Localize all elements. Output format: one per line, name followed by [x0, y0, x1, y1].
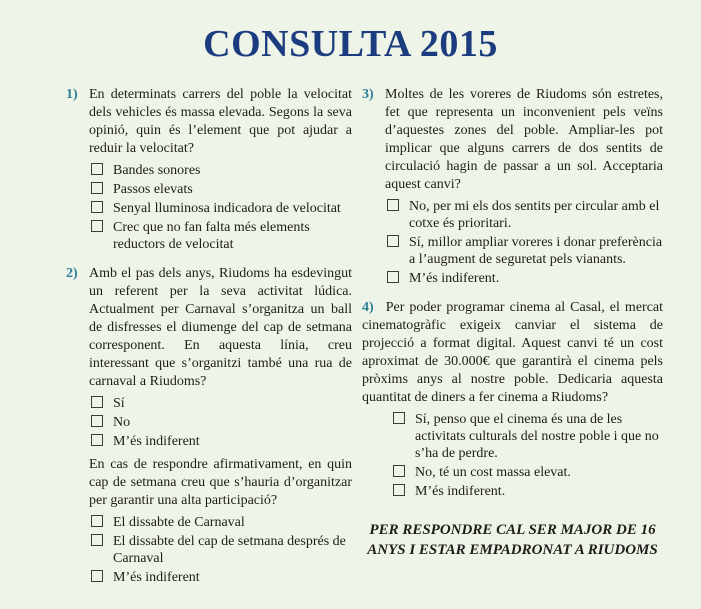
question-3-text: [362, 86, 663, 194]
checkbox-option[interactable]: [91, 433, 352, 450]
option-label: Bandes sonores: [113, 163, 201, 178]
checkbox-option[interactable]: [91, 395, 352, 412]
question-4-text: [362, 299, 663, 407]
checkbox-icon[interactable]: [91, 201, 103, 213]
checkbox-option[interactable]: [91, 162, 352, 179]
question-2-followup-text: En cas de respondre afirmativament, en quin cap de setmana creu que s’hauria d’organitzar per garantir una alta participació?: [89, 457, 352, 508]
option-label: M’és indiferent: [113, 570, 200, 585]
checkbox-icon[interactable]: [393, 465, 405, 477]
left-column: [66, 86, 352, 598]
checkbox-icon[interactable]: [393, 484, 405, 496]
checkbox-option[interactable]: [393, 483, 663, 500]
option-label: El dissabte de Carnaval: [113, 515, 245, 530]
checkbox-icon[interactable]: [91, 163, 103, 175]
question-2-number: 2): [66, 266, 78, 281]
question-2: [66, 265, 352, 586]
option-label: El dissabte del cap de setmana després de Carnaval: [113, 534, 346, 566]
checkbox-option[interactable]: [91, 414, 352, 431]
question-1-options: [91, 162, 352, 253]
question-3-body: Moltes de les voreres de Riudoms són estretes, fet que representa un inconvenient pels veïns d’aquestes zones del poble. Ampliar-les pot implicar que alguns carrers de dos sentits de circulació hagin de passar a un sol. Acceptaria aquest canvi?: [385, 87, 663, 192]
question-3: [362, 86, 663, 287]
checkbox-icon[interactable]: [387, 271, 399, 283]
eligibility-note-line1: PER RESPONDRE CAL SER MAJOR DE 16: [369, 522, 656, 538]
question-4-body: Per poder programar cinema al Casal, el mercat cinematogràfic exigeix canviar el sistema de projecció a format digital. Aquest canvi té un cost aproximat de 30.000€ que garantirà el cinema pels pròxims anys al nostre poble. Dedicaria aquesta quantitat de diners a fer cinema a Riudoms?: [362, 300, 664, 405]
question-2-body: Amb el pas dels anys, Riudoms ha esdevingut un referent per la seva activitat lúdica. Actualment per Carnaval s’organitza un ball de disfresses el diumenge del cap de setmana corresponent. En aquesta línia, creu interessant que s’organitzi també una rua de carnaval a Riudoms?: [89, 266, 352, 389]
checkbox-option[interactable]: [387, 270, 663, 287]
option-label: No, per mi els dos sentits per circular amb el cotxe és prioritari.: [409, 199, 660, 231]
checkbox-icon[interactable]: [91, 396, 103, 408]
question-4-number: 4): [362, 300, 374, 315]
question-1-number: 1): [66, 87, 78, 102]
checkbox-option[interactable]: [91, 200, 352, 217]
eligibility-note: [362, 520, 663, 560]
checkbox-icon[interactable]: [91, 434, 103, 446]
checkbox-option[interactable]: [91, 533, 352, 567]
checkbox-option[interactable]: [91, 569, 352, 586]
option-label: Sí, penso que el cinema és una de les activitats culturals del nostre poble i que no s’ha de perdre.: [415, 412, 659, 461]
checkbox-icon[interactable]: [393, 412, 405, 424]
question-1: [66, 86, 352, 253]
checkbox-option[interactable]: [387, 234, 663, 268]
question-2-text: [66, 265, 352, 391]
checkbox-option[interactable]: [91, 181, 352, 198]
question-4: [362, 299, 663, 500]
option-label: No: [113, 415, 131, 430]
checkbox-icon[interactable]: [91, 220, 103, 232]
two-column-layout: [66, 86, 663, 598]
option-label: Passos elevats: [113, 182, 193, 197]
checkbox-option[interactable]: [393, 411, 663, 462]
option-label: Senyal lluminosa indicadora de velocitat: [113, 201, 341, 216]
checkbox-icon[interactable]: [91, 415, 103, 427]
option-label: M’és indiferent: [113, 434, 200, 449]
question-2-followup-options: [91, 514, 352, 586]
option-label: Sí, millor ampliar voreres i donar preferència a l’augment de seguretat pels vianants.: [409, 235, 663, 267]
question-1-body: En determinats carrers del poble la velocitat dels vehicles és massa elevada. Segons la seva opinió, quin és l’element que pot ajudar a reduir la velocitat?: [89, 87, 352, 156]
option-label: M’és indiferent.: [409, 271, 500, 286]
option-label: M’és indiferent.: [415, 484, 506, 499]
question-3-number: 3): [362, 87, 374, 102]
option-label: No, té un cost massa elevat.: [415, 465, 571, 480]
question-4-options: [393, 411, 663, 500]
eligibility-note-line2: ANYS I ESTAR EMPADRONAT A RIUDOMS: [367, 542, 658, 558]
checkbox-icon[interactable]: [91, 570, 103, 582]
checkbox-option[interactable]: [387, 198, 663, 232]
question-2-options: [91, 395, 352, 450]
option-label: Sí: [113, 396, 125, 411]
page-title: CONSULTA 2015: [203, 23, 498, 65]
checkbox-icon[interactable]: [91, 534, 103, 546]
option-label: Crec que no fan falta més elements reductors de velocitat: [113, 220, 310, 252]
checkbox-option[interactable]: [91, 514, 352, 531]
checkbox-icon[interactable]: [91, 515, 103, 527]
checkbox-option[interactable]: [91, 219, 352, 253]
checkbox-option[interactable]: [393, 464, 663, 481]
question-1-text: [66, 86, 352, 158]
checkbox-icon[interactable]: [91, 182, 103, 194]
right-column: [362, 86, 663, 598]
checkbox-icon[interactable]: [387, 199, 399, 211]
question-3-options: [387, 198, 663, 287]
checkbox-icon[interactable]: [387, 235, 399, 247]
